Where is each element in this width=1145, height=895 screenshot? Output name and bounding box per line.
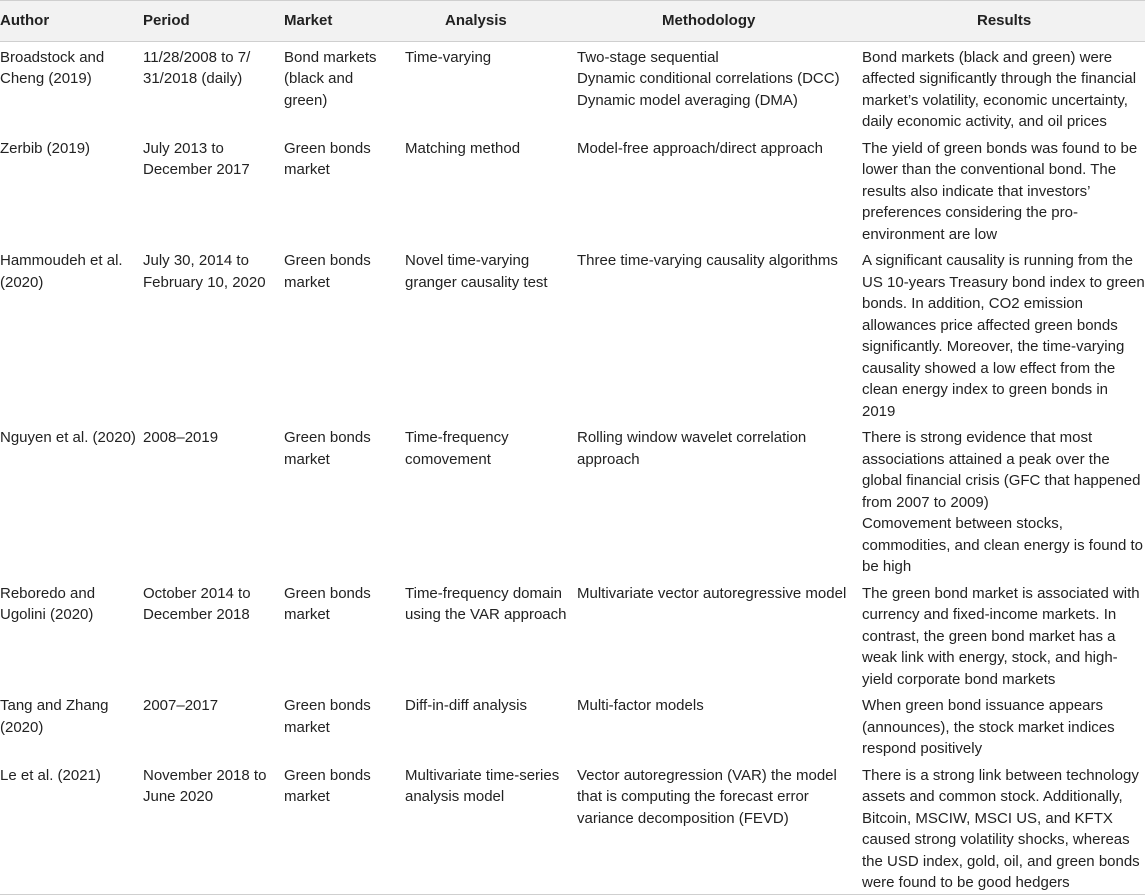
table-row <box>0 245 1145 422</box>
cell-period: 11/28/2008 to 7/ 31/2018 (daily) <box>143 48 251 87</box>
cell-analysis: Multivariate time-series analysis model <box>405 760 577 895</box>
cell-results <box>862 422 1145 578</box>
cell-results <box>862 760 1145 895</box>
cell-methodology <box>577 245 862 422</box>
cell-analysis: Time-frequency comovement <box>405 429 509 468</box>
methodology-line: Multivariate vector autoregressive model <box>577 584 847 602</box>
cell-period: July 30, 2014 to February 10, 2020 <box>143 252 266 291</box>
cell-analysis: Diff-in-diff analysis <box>405 697 527 714</box>
cell-methodology <box>577 133 862 246</box>
cell-period: July 2013 to December 2017 <box>143 139 250 178</box>
results-line: The green bond market is associated with currency and fixed-income markets. In contrast, the green bond market has a weak link with energy, stock, and high-yield corporate bond markets <box>862 584 1140 688</box>
cell-market: Green bonds market <box>284 760 405 895</box>
cell-methodology <box>577 760 862 895</box>
results-line: There is a strong link between technology assets and common stock. Additionally, Bitcoin, MSCIW, MSCI US, and KFTX caused strong volatility shocks, whereas the USD index, gold, oil, and green bonds were found to be good hedgers <box>862 766 1140 891</box>
methodology-line: Multi-factor models <box>577 697 704 714</box>
cell-author: Zerbib (2019) <box>0 139 91 157</box>
results-line: The yield of green bonds was found to be lower than the conventional bond. The results also indicate that investors’ preferences considering the pro-environment are low <box>862 139 1138 243</box>
header-results: Results <box>862 1 1145 42</box>
cell-market: Green bonds market <box>284 697 371 736</box>
results-line: A significant causality is running from the US 10-years Treasury bond index to green bonds. In addition, CO2 emission allowances price affected green bonds significantly. Moreover, the time-varying causality showed a low effect from the clean energy index to green bonds in 2019 <box>862 252 1145 420</box>
cell-market: Green bonds market <box>284 584 371 623</box>
cell-results <box>862 245 1145 422</box>
cell-analysis: Novel time-varying granger causality test <box>405 252 548 291</box>
cell-period: October 2014 to December 2018 <box>143 584 251 623</box>
cell-period: 2007–2017 <box>143 697 219 714</box>
table-row <box>0 690 1145 760</box>
cell-market: Green bonds market <box>284 252 371 291</box>
results-line: When green bond issuance appears (announces), the stock market indices respond positively <box>862 697 1115 757</box>
cell-period: November 2018 to June 2020 <box>143 760 284 895</box>
cell-market: Green bonds market <box>284 429 371 468</box>
table-body <box>0 41 1145 894</box>
table-header <box>0 1 1145 42</box>
cell-methodology <box>577 422 862 578</box>
methodology-line: Three time-varying causality algorithms <box>577 252 838 269</box>
cell-results <box>862 41 1145 133</box>
results-line: There is strong evidence that most associations attained a peak over the global financial crisis (GFC that happened from 2007 to 2009) <box>862 429 1141 511</box>
table-row <box>0 41 1145 133</box>
methodology-line: Rolling window wavelet correlation approach <box>577 429 807 468</box>
cell-analysis: Matching method <box>405 139 521 157</box>
cell-methodology <box>577 690 862 760</box>
results-line: Bond markets (black and green) were affected significantly through the financial market’s volatility, economic uncertainty, daily economic activity, and oil prices <box>862 48 1137 130</box>
table-row <box>0 760 1145 895</box>
table-row <box>0 578 1145 691</box>
cell-author: Tang and Zhang (2020) <box>0 697 109 736</box>
methodology-line: Dynamic conditional correlations (DCC) <box>577 70 840 87</box>
cell-period: 2008–2019 <box>143 429 219 446</box>
results-line: Comovement between stocks, commodities, and clean energy is found to be high <box>862 515 1143 575</box>
table-row <box>0 422 1145 578</box>
cell-author: Hammoudeh et al. (2020) <box>0 252 123 291</box>
methodology-line: Model-free approach/direct approach <box>577 139 823 157</box>
methodology-line: Dynamic model averaging (DMA) <box>577 91 798 109</box>
methodology-line: Vector autoregression (VAR) the model that is computing the forecast error variance decomposition (FEVD) <box>577 766 837 827</box>
cell-results <box>862 133 1145 246</box>
cell-author: Nguyen et al. (2020) <box>0 429 136 446</box>
header-period: Period <box>143 1 284 42</box>
cell-results <box>862 578 1145 691</box>
header-market: Market <box>284 1 405 42</box>
header-author: Author <box>0 1 143 42</box>
cell-results <box>862 690 1145 760</box>
header-methodology: Methodology <box>577 1 862 42</box>
cell-market: Green bonds market <box>284 139 371 178</box>
cell-analysis: Time-frequency domain using the VAR approach <box>405 584 567 623</box>
cell-analysis: Time-varying <box>405 48 492 66</box>
header-row <box>0 1 1145 42</box>
cell-author: Broadstock and Cheng (2019) <box>0 48 105 87</box>
cell-market: Bond markets (black and green) <box>284 48 377 109</box>
table-row <box>0 133 1145 246</box>
cell-methodology <box>577 578 862 691</box>
methodology-line: Two-stage sequential <box>577 48 719 66</box>
cell-methodology <box>577 41 862 133</box>
cell-author: Le et al. (2021) <box>0 760 143 895</box>
cell-author: Reboredo and Ugolini (2020) <box>0 584 96 623</box>
header-analysis: Analysis <box>405 1 577 42</box>
